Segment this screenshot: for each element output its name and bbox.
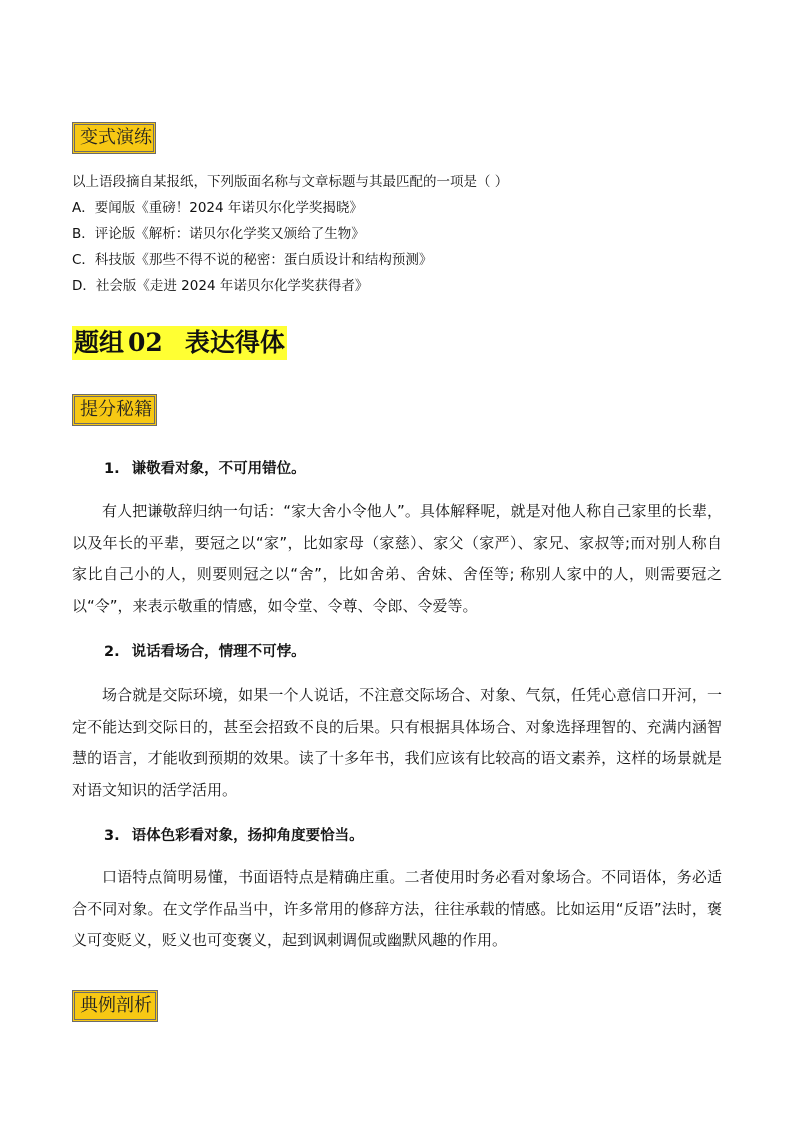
point-paragraph-3: 口语特点简明易懂，书面语特点是精确庄重。二者使用时务必看对象场合。不同语体，务必适合不同对象。在文学作品当中，许多常用的修辞方法，往往承载的情感。比如运用“反语”法时，褒义可变贬义，贬义也可变褒义，起到讽刺调侃或幽默风趣的作用。 [72,868,722,949]
section-tag-tips: 提分秘籍 [72,394,157,426]
option-c: C．科技版《那些不得不说的秘密：蛋白质设计和结构预测》 [72,252,433,268]
point-heading-text: 谦敬看对象，不可用错位。 [131,461,306,477]
point-heading-3 [104,824,364,845]
question-stem: 以上语段摘自某报纸，下列版面名称与文章标题与其最匹配的一项是（ ） [72,174,509,190]
point-heading-text: 说话看场合，情理不可悖。 [131,644,306,660]
point-number: 3. [104,828,120,844]
option-a: A．要闻版《重磅！2024 年诺贝尔化学奖揭晓》 [72,200,363,216]
group-number: 02 [128,328,163,357]
option-b: B．评论版《解析：诺贝尔化学奖又颁给了生物》 [72,226,365,242]
group-title [72,326,287,360]
option-d: D．社会版《走进 2024 年诺贝尔化学奖获得者》 [72,278,369,294]
section-tag-variant: 变式演练 [72,122,156,154]
point-heading-text: 语体色彩看对象，扬抑角度要恰当。 [131,828,364,844]
point-heading-2 [104,640,306,661]
group-label: 题组 [74,328,125,357]
question-block [72,172,732,302]
point-heading-1 [104,457,306,478]
point-paragraph-1: 有人把谦敬辞归纳一句话：“家大舍小令他人”。具体解释呢，就是对他人称自己家里的长辈，以及年长的平辈，要冠之以“家”，比如家母（家慈）、家父（家严）、家兄、家叔等;而对别人称自家比自己小的人，则要则冠之以“舍”，比如舍弟、舍妹、舍侄等; 称别人家中的人，则需要冠之以“令”，来表示敬重的情感，如令堂、令尊、令郎、令爱等。 [72,502,722,615]
point-paragraph-2: 场合就是交际环境，如果一个人说话，不注意交际场合、对象、气氛，任凭心意信口开河，一定不能达到交际日的，甚至会招致不良的后果。只有根据具体场合、对象选择理智的、充满内涵智慧的语言，才能收到预期的效果。读了十多年书，我们应该有比较高的语文素养，这样的场景就是对语文知识的活学活用。 [72,686,722,799]
group-name: 表达得体 [184,328,285,357]
point-number: 2. [104,644,120,660]
section-tag-examples: 典例剖析 [72,990,158,1022]
point-number: 1. [104,461,120,477]
